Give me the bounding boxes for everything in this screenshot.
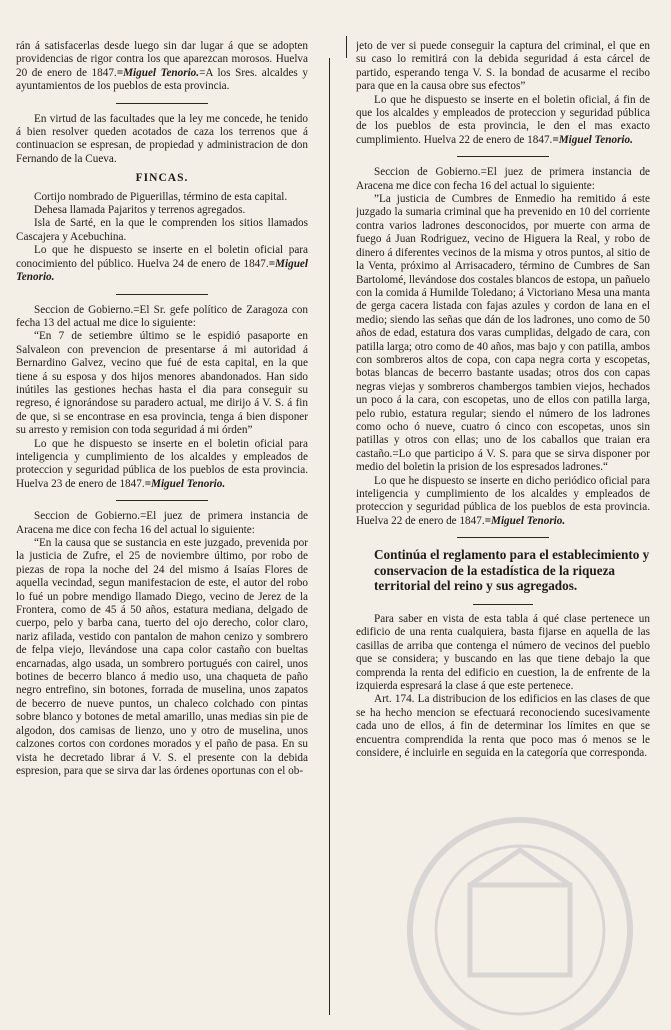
section-separator: [116, 294, 208, 295]
column-rule: [329, 58, 330, 1015]
section-intro: Seccion de Gobierno.=El Sr. gefe político de Zaragoza con fecha 13 del actual me dice lo siguiente:: [16, 303, 308, 329]
closing-text: Lo que he dispuesto se inserte en dicho periódico oficial para inteligencia y cumplimiento de los alcaldes y empleados de proteccion y seguridad pública de los pueblos de esta provincia. Huelva 22 de enero de 1847.: [356, 474, 650, 527]
signature: =Miguel Tenorio.: [484, 514, 566, 527]
section-separator: [457, 537, 549, 538]
quoted-communication: “En la causa que se sustancia en este juzgado, prevenida por la justicia de Zufre, el 25 de noviembre último, por robo de piezas de ropa la noche del 24 del mismo á Isaías Flores de aquella vecindad, segun manifestacion de este, el autor del robo lo fué un pobre mendigo llamado Diego, vecino de Jerez de la Frontera, como de 45 á 50 años, estatura mediana, delgado de cuerpo, pelo y barba cana, tuerto del ojo derecho, color claro, nariz afilada, vestido con pantalon de mahon cenizo y sombrero de felpa viejo, llevándose una capa color castaño con bueltas encarnadas, algo usada, un sombrero portugués con cairel, unos botines de becerro blanco á medio uso, una chaqueta de paño negro entrefino, sin botones, forrada de muselina, unos zapatos de becerro de nueve puntos, un chaleco colchado con pintas sobre blanco y botones de metal amarillo, unas medias sin pie de algodon, dos camisas de lienzo, uno y otro de muselina, unos calzones cortos con cordones morados y el paño de pasa. En su vista he decretado librar á V. S. el presente con la debida espresion, para que se sirva dar las órdenes oportunas con el ob-: [16, 537, 308, 777]
section-separator: [116, 500, 208, 501]
column-rule-top: [346, 36, 347, 58]
finca-item: Isla de Sarté, en la que le comprenden los sitios llamados Cascajera y Acebuchina.: [16, 217, 308, 243]
hunting-notice-paragraph: En virtud de las facultades que la ley me concede, he tenido á bien resolver queden acotados de caza los terrenos que á continuacion se espresan, de propiedad y administracion de don Fernando de la Cueva.: [16, 112, 308, 165]
quoted-communication: ”La justicia de Cumbres de Enmedio ha remitido á este juzgado la sumaria criminal que ha prevenido en 10 del corriente contra varios ladrones desconocidos, por muerte con arma de fuego á Juan Rodriguez, vecino de Higuera la Real, y robo de dinero á diferentes vecinos de la misma y otros puntos, al sitio de la Venta, próximo al Arrisacadero, término de Cumbres de San Bartolomé, llevándose dos costales blancos de estopa, un pañuelo con la comida á Humilde Toledano; á Victoriano Mesa una manta de gerga cacera listada con fajas azules y cordon de lana en el medio; siendo las señas que dán de los ladrones, uno como de 50 años de edad, estatura dos varas cumplidas, delgado de cara, con patilla larga; otro como de 40 años, mas bajo y con patilla, ambos con sombreros altos de copa, con capa negra corta y escopetas, botas blancas de becerro bastante usadas; otros dos con capas negras viejas y sombreros chambergos tambien viejos, hechados un poco á la cara, con escopetas, uno de ellos con patilla larga, pelo rubio, estatura regular; siendo el número de los ladrones como ocho ó nueve, cuatro ó cinco con escopetas, unos sin patillas y otros con ellas; uno de los caballos que traian era castaño.=Lo que participo á V. S. para que se sirva disponer por medio del boletin la prision de los espresados ladrones.“: [356, 193, 650, 474]
finca-closing-paragraph: [16, 244, 308, 284]
regulation-paragraph: Para saber en vista de esta tabla á qué clase pertenece un edificio de una renta cualquiera, basta fijarse en aquella de las casillas de arriba que contenga el número de vecinos del pueblo que se considera; y buscando en las que tiene debajo la que comprenda la renta del edificio en cuestion, la de enfrente de la izquierda espresará la clase á que este pertenece.: [356, 613, 650, 693]
section-separator: [116, 103, 208, 104]
finca-item: Dehesa llamada Pajaritos y terrenos agregados.: [34, 204, 246, 217]
signature: =Miguel Tenorio.: [552, 133, 633, 146]
regulation-title: Continúa el reglamento para el establecimiento y conservacion de la estadística de la riqueza territorial del reino y sus agregados.: [374, 547, 650, 594]
notice-addressee: =A los Sres. alcaldes y ayuntamientos de los pueblos de esta provincia.: [16, 66, 308, 93]
regulation-article: Art. 174. La distribucion de los edificios en las clases de que se ha hecho mencion se efectuará reconociendo sucesivamente cada uno de ellos, á fin de determinar los límites en que se encuentra comprendida la renta que poco mas ó menos se le considere, é incluirle en seguida en la categoría que corresponda.: [356, 693, 650, 760]
section-intro: Seccion de Gobierno.=El juez de primera instancia de Aracena me dice con fecha 16 del actual lo siguiente:: [356, 166, 650, 192]
closing-paragraph: [356, 94, 650, 148]
section-separator: [457, 156, 549, 157]
notice-text: rán á satisfacerlas desde luego sin dar lugar á que se adopten providencias de rigor contra los que aparezcan morosos. Huelva 20 de enero de 1847.: [16, 40, 308, 79]
closing-text: Lo que he dispuesto se inserte en el boletin oficial para conocimiento del público. Huelva 24 de enero de 1847.: [16, 244, 308, 270]
finca-item: Cortijo nombrado de Piguerillas, término de esta capital.: [34, 190, 288, 203]
quoted-continuation: jeto de ver si puede conseguir la captura del criminal, el que en su caso lo remitirá con la debida seguridad á esta cárcel de partido, esperando tenga V. S. la bondad de acusarme el recibo para que en la causa obre sus efectos”: [356, 40, 650, 93]
closing-paragraph: [356, 475, 650, 529]
signature: =Miguel Tenorio.: [116, 66, 200, 79]
signature: =Miguel Tenorio.: [144, 477, 226, 490]
section-intro: Seccion de Gobierno.=El juez de primera instancia de Aracena me dice con fecha 16 del actual lo siguiente:: [16, 510, 308, 536]
fincas-heading: FINCAS.: [135, 172, 189, 185]
title-separator: [473, 604, 533, 605]
closing-paragraph: [16, 438, 308, 492]
right-column: [356, 40, 650, 1015]
left-column: [16, 40, 308, 1015]
quoted-communication: “En 7 de setiembre último se le espidió pasaporte en Salvaleon con prevencion de presentarse á mi autoridad á Bernardino Galvez, vecino que fué de esta capital, en la que tiene á su esposa y dos hijos menores abandonados. Han sido inútiles las gestiones hechas hasta el dia para conseguir su regreso, é ignorándose su paradero actual, me dirijo á V. S. á fin de que, si se encontrase en esa provincia, tenga á bien disponer su arresto y remision con toda seguridad á mi órden”: [16, 330, 308, 437]
closing-text: Lo que he dispuesto se inserte en el boletin oficial, á fin de que los alcaldes y empleados de proteccion y seguridad pública de los pueblos de esta provincia, le den el mas exacto cumplimiento. Huelva 22 de enero de 1847.: [356, 93, 650, 146]
signature: =Miguel Tenorio.: [16, 257, 308, 284]
closing-text: Lo que he dispuesto se inserte en el boletin oficial para inteligencia y cumplimiento de los alcaldes y empleados de proteccion y seguridad pública de los pueblos de esta provincia. Huelva 23 de enero de 1847.: [16, 437, 308, 490]
notice-paragraph: [16, 40, 308, 94]
